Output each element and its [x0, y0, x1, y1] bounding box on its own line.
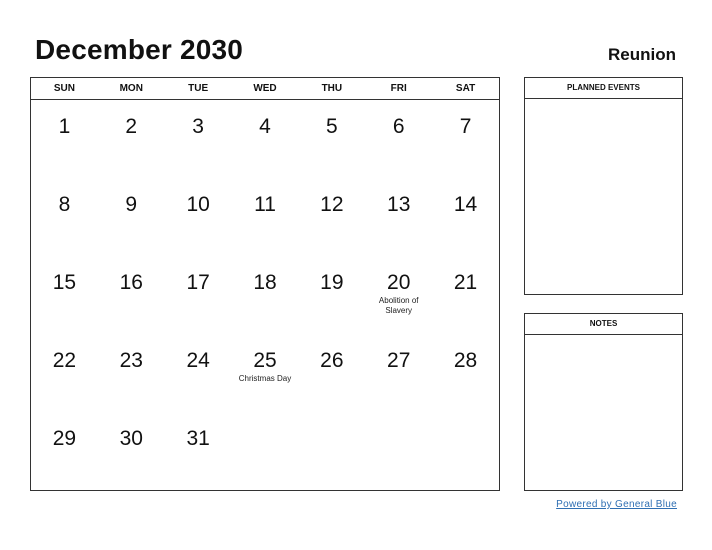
dow-mon: MON [119, 83, 143, 94]
day-number: 29 [52, 427, 77, 450]
day-number: 5 [326, 115, 338, 138]
week-row [31, 256, 499, 334]
day-cell [31, 100, 98, 178]
day-cell [98, 412, 165, 490]
day-number: 1 [58, 115, 71, 138]
day-number: 9 [125, 193, 138, 216]
dow-sat: SAT [455, 83, 476, 94]
day-number: 7 [459, 115, 472, 138]
day-cell [365, 334, 432, 412]
day-cell-holiday [365, 256, 432, 334]
day-cell [165, 100, 232, 178]
planned-events-panel [524, 77, 683, 295]
day-number: 13 [387, 193, 411, 216]
dow-tue: TUE [188, 83, 209, 94]
day-cell [232, 256, 299, 334]
day-cell [298, 334, 365, 412]
page-title: December 2030 [35, 34, 244, 65]
day-number: 11 [254, 193, 276, 216]
region-label: Reunion [608, 45, 676, 64]
calendar-grid [30, 77, 500, 491]
day-number: 31 [186, 427, 210, 450]
day-cell-empty [298, 412, 365, 490]
day-number: 27 [387, 349, 411, 372]
day-cell [298, 256, 365, 334]
day-number: 28 [453, 349, 478, 372]
day-cell [432, 256, 499, 334]
day-number: 18 [253, 271, 277, 294]
holiday-label: Abolition of Slavery [378, 296, 419, 315]
day-number: 16 [119, 271, 143, 294]
powered-by-link[interactable]: Powered by General Blue [556, 499, 677, 510]
dow-wed: WED [253, 83, 277, 94]
day-cell [98, 256, 165, 334]
day-number: 25 [253, 349, 277, 372]
day-number: 30 [119, 427, 143, 450]
day-number: 24 [186, 349, 210, 372]
day-cell [232, 100, 299, 178]
day-number: 4 [259, 115, 271, 138]
weeks [31, 100, 499, 490]
day-cell-empty [432, 412, 499, 490]
day-number: 14 [453, 193, 478, 216]
day-cell [165, 178, 232, 256]
day-number: 19 [320, 271, 344, 294]
day-cell [365, 100, 432, 178]
day-number: 6 [392, 115, 405, 138]
day-number: 12 [320, 193, 344, 216]
week-row [31, 100, 499, 178]
day-of-week-header [31, 78, 499, 100]
day-cell [232, 178, 299, 256]
day-cell-empty [232, 412, 299, 490]
week-row [31, 178, 499, 256]
day-cell [432, 334, 499, 412]
day-number: 17 [186, 271, 210, 294]
day-number: 22 [52, 349, 77, 372]
dow-sun: SUN [53, 83, 75, 94]
day-number: 26 [320, 349, 344, 372]
day-number: 10 [186, 193, 210, 216]
day-cell [31, 256, 98, 334]
day-cell [98, 334, 165, 412]
day-cell [298, 178, 365, 256]
day-cell [98, 100, 165, 178]
day-number: 2 [125, 115, 138, 138]
dow-thu: THU [321, 83, 343, 94]
day-number: 23 [119, 349, 143, 372]
notes-panel [524, 313, 683, 491]
holiday-label: Christmas Day [238, 374, 292, 383]
day-number: 3 [192, 115, 204, 138]
dow-fri: FRI [390, 83, 407, 94]
week-row [31, 334, 499, 412]
day-cell [31, 412, 98, 490]
day-cell [98, 178, 165, 256]
day-cell [432, 100, 499, 178]
day-number: 20 [387, 271, 411, 294]
day-cell [298, 100, 365, 178]
day-cell [432, 178, 499, 256]
day-number: 15 [52, 271, 77, 294]
day-cell [165, 256, 232, 334]
planned-events-header: PLANNED EVENTS [525, 78, 682, 99]
day-number: 21 [453, 271, 478, 294]
day-cell-holiday [232, 334, 299, 412]
day-cell [165, 412, 232, 490]
day-number: 8 [58, 193, 71, 216]
notes-header: NOTES [525, 314, 682, 335]
day-cell [365, 178, 432, 256]
day-cell [165, 334, 232, 412]
day-cell-empty [365, 412, 432, 490]
day-cell [31, 334, 98, 412]
week-row [31, 412, 499, 490]
day-cell [31, 178, 98, 256]
